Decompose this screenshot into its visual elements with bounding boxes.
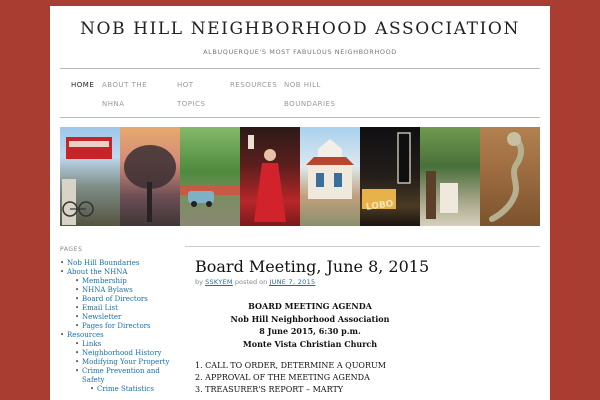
sidebar-pages-title: PAGES (60, 246, 83, 253)
sidebar-item (75, 349, 180, 358)
sidebar-link-membership[interactable]: Membership (82, 277, 127, 285)
banner-photo-gecko (480, 127, 540, 226)
sidebar-link-board-of-directors[interactable]: Board of Directors (82, 295, 148, 303)
street-illustration (420, 127, 480, 226)
banner-photo-bus (60, 127, 120, 226)
sidebar-item (75, 277, 180, 286)
sidebar-link-pages-for-directors[interactable]: Pages for Directors (82, 322, 151, 330)
sidebar-item (75, 358, 180, 367)
site-description: ALBUQUERQUE'S MOST FABULOUS NEIGHBORHOOD (203, 48, 397, 56)
agenda-where: Monte Vista Christian Church (242, 338, 378, 349)
building-illustration (300, 127, 360, 226)
main-nav (60, 76, 540, 116)
sidebar-item (90, 385, 180, 394)
post-author-link[interactable]: SSKYEM (205, 278, 233, 286)
car-illustration (180, 127, 240, 226)
sidebar (60, 246, 180, 394)
header-banner (60, 127, 540, 226)
sidebar-sublist (75, 340, 180, 394)
sidebar-link-crime-prevention[interactable]: Crime Prevention and Safety (82, 367, 160, 384)
sidebar-link-links[interactable]: Links (82, 340, 102, 348)
sidebar-sublist (90, 385, 180, 394)
banner-photo-dancer (240, 127, 300, 226)
sidebar-item (75, 304, 180, 313)
sidebar-link-nhna-bylaws[interactable]: NHNA Bylaws (82, 286, 133, 294)
banner-photo-street (420, 127, 480, 226)
sidebar-page-list (60, 259, 180, 394)
post-meta (195, 278, 540, 286)
content-divider (185, 246, 540, 247)
agenda-heading: BOARD MEETING AGENDA (248, 301, 372, 311)
sidebar-item (75, 340, 180, 349)
sidebar-item (75, 313, 180, 322)
sidebar-link-nob-hill-boundaries[interactable]: Nob Hill Boundaries (67, 259, 140, 267)
meta-posted-label: posted on (234, 278, 268, 286)
banner-photo-lobo-sign (360, 127, 420, 226)
sidebar-link-crime-statistics[interactable]: Crime Statistics (97, 385, 154, 393)
bus-illustration (60, 127, 120, 226)
lobo-sign-text: LOBO (365, 199, 395, 213)
banner-photo-tree (120, 127, 180, 226)
banner-photo-building (300, 127, 360, 226)
post-title[interactable]: Board Meeting, June 8, 2015 (195, 257, 430, 276)
dancer-illustration (240, 127, 300, 226)
meta-by-label: by (195, 278, 203, 286)
sidebar-item (75, 295, 180, 304)
nav-item-hot-topics[interactable]: HOT TOPICS (177, 81, 206, 108)
sidebar-item (60, 331, 180, 394)
agenda-item: 1. CALL TO ORDER, DETERMINE A QUORUM (195, 361, 386, 370)
sidebar-link-modifying-property[interactable]: Modifying Your Property (82, 358, 170, 366)
nav-item-about[interactable]: ABOUT THE NHNA (102, 81, 148, 108)
banner-photo-car (180, 127, 240, 226)
post-date-link[interactable]: JUNE 7, 2015 (269, 278, 316, 286)
agenda-item: 2. APPROVAL OF THE MEETING AGENDA (195, 373, 370, 382)
sidebar-item (75, 322, 180, 331)
post-content (195, 257, 540, 396)
sidebar-link-resources[interactable]: Resources (67, 331, 104, 339)
sidebar-link-about-nhna[interactable]: About the NHNA (67, 268, 128, 276)
tree-illustration (120, 127, 180, 226)
gecko-illustration (480, 127, 540, 226)
page (50, 6, 550, 400)
nav-divider-bottom (60, 117, 540, 118)
sidebar-link-newsletter[interactable]: Newsletter (82, 313, 122, 321)
nav-item-resources[interactable]: RESOURCES (230, 81, 278, 89)
nav-item-boundaries[interactable]: NOB HILL BOUNDARIES (284, 81, 336, 108)
sidebar-link-neighborhood-history[interactable]: Neighborhood History (82, 349, 162, 357)
sidebar-item (75, 367, 180, 394)
agenda-header (195, 300, 425, 350)
sidebar-item (75, 286, 180, 295)
sidebar-sublist (75, 277, 180, 331)
agenda-org: Nob Hill Neighborhood Association (230, 313, 390, 324)
agenda-when: 8 June 2015, 6:30 p.m. (259, 326, 361, 336)
sidebar-link-email-list[interactable]: Email List (82, 304, 118, 312)
nav-divider-top (60, 68, 540, 69)
nav-item-home[interactable]: HOME (71, 81, 95, 89)
agenda-items (195, 360, 540, 396)
sidebar-item (60, 259, 180, 268)
site-title[interactable]: NOB HILL NEIGHBORHOOD ASSOCIATION (80, 19, 520, 39)
agenda-item: 3. TREASURER'S REPORT – MARTY (195, 385, 344, 394)
sidebar-item (60, 268, 180, 331)
